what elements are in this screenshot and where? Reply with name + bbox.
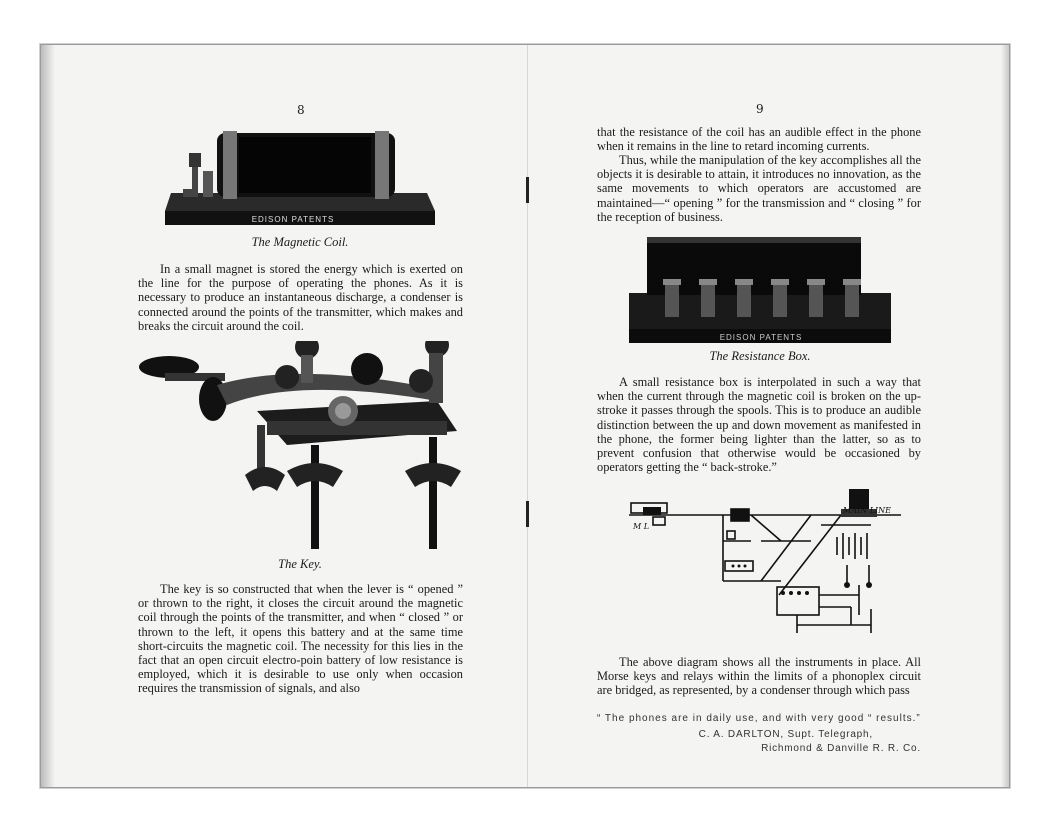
diagram-main-line-label: MAIN LINE [843, 506, 891, 515]
right-para-3: A small resistance box is interpolated in such a way that when the current through the magnetic coil is broken on the up-stroke it passes through the spools. This is to produce an audible distinction between the up and down movement as manifested in the phone, the former being lighter than the latter, so as to prevent confusion that otherwise would be occasioned by operators getting the “ back-stroke.” [597, 375, 921, 475]
testimonial-quote: “ The phones are in daily use, and with very good “ results.” [597, 713, 921, 724]
testimonial-signature-company: Richmond & Danville R. R. Co. [761, 743, 921, 754]
left-para-1: In a small magnet is stored the energy which is exerted on the line for the purpose of operating the phones. As it is necessary to produce an instantaneous discharge, a condenser is connected around the points of the transmitter, which makes and breaks the circuit around the coil. [138, 262, 463, 333]
telegraph-key-illustration [137, 341, 463, 549]
gutter [527, 45, 528, 787]
fig3-plate-text: EDISON PATENTS [719, 333, 803, 342]
magnetic-coil-illustration [165, 131, 435, 227]
left-page-number: 8 [297, 103, 305, 117]
right-para-1: that the resistance of the coil has an audible effect in the phone when it remains in the line to retard incoming currents. [597, 125, 921, 154]
binding-staple-bottom [526, 501, 529, 527]
right-para-2: Thus, while the manipulation of the key accomplishes all the objects it is desirable to attain, it introduces no innovation, as the same movements to which operators are accustomed are maintained—“ opening ” for the transmission and “ closing ” for the reception of business. [597, 153, 921, 224]
right-para-4: The above diagram shows all the instruments in place. All Morse keys and relays within the limits of a phonoplex circuit are bridged, as represented, by a condenser through which pass [597, 655, 921, 698]
circuit-diagram [611, 485, 911, 641]
left-para-2: The key is so constructed that when the lever is “ opened ” or thrown to the right, it closes the circuit around the magnetic coil through the points of the transmitter, and when “ closed ” or thrown to the left, it opens this battery and at the same time short-circuits the magnetic coil. The necessity for this lies in the fact that an open circuit electro-poin battery of low resistance is employed, which it is desirable to use only when occasion requires the transmission of signals, and also [138, 582, 463, 696]
testimonial-signature-name: C. A. DARLTON, Supt. Telegraph, [698, 729, 873, 740]
fig1-caption: The Magnetic Coil. [251, 235, 349, 249]
book-spread [40, 44, 1010, 788]
fig3-caption: The Resistance Box. [709, 349, 811, 363]
diagram-ml-label: M L [633, 522, 650, 531]
resistance-box-illustration [629, 237, 891, 347]
fig2-caption: The Key. [278, 557, 322, 571]
right-page-number: 9 [756, 102, 764, 116]
binding-staple-top [526, 177, 529, 203]
fig1-plate-text: EDISON PATENTS [251, 215, 335, 224]
